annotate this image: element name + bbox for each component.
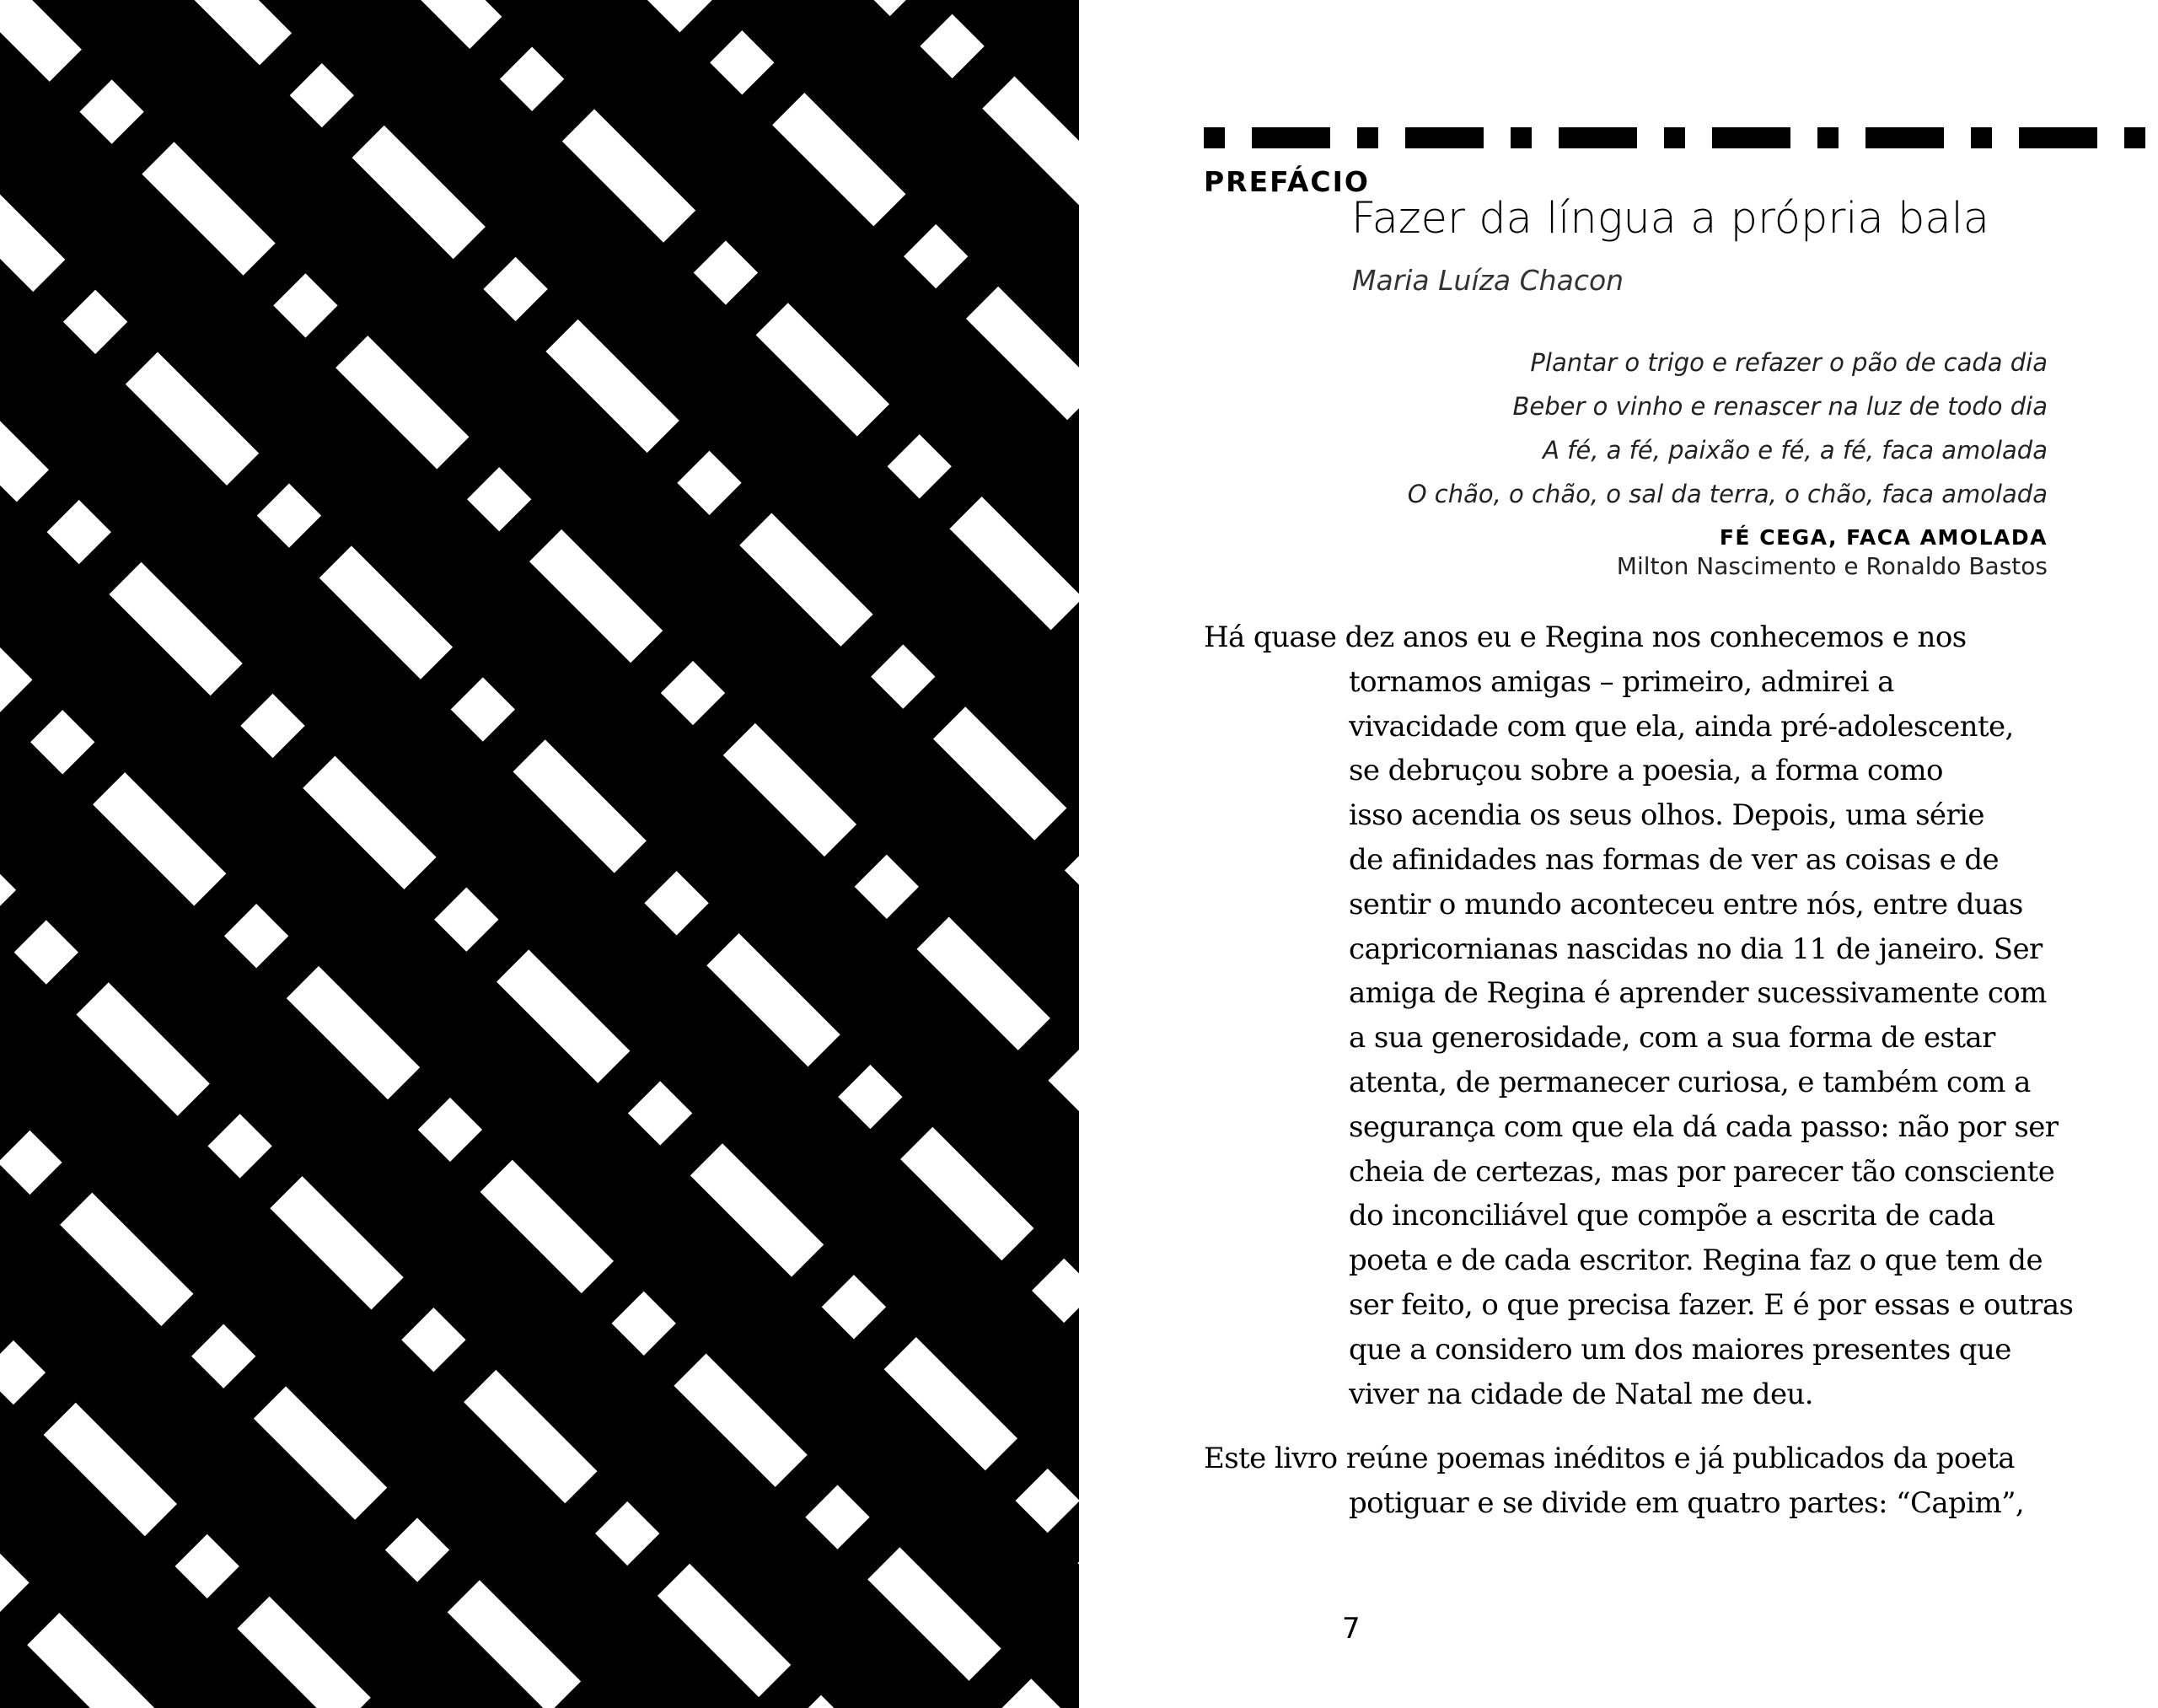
dash-rule — [1204, 127, 2158, 148]
pattern-long-dash — [690, 1143, 824, 1276]
pattern-square — [240, 694, 304, 758]
paragraph-line: Há quase dez anos eu e Regina nos conhecemos e nos — [1204, 620, 1967, 654]
pattern-long-dash — [0, 789, 16, 922]
pattern-long-dash — [27, 1613, 160, 1708]
dash-rule-segment — [1559, 127, 1637, 148]
pattern-long-dash — [674, 1354, 807, 1487]
pattern-long-dash — [789, 0, 922, 16]
pattern-square — [434, 888, 498, 952]
paragraph-line: viver na cidade de Natal me deu. — [1349, 1377, 1813, 1411]
pattern-square — [0, 1131, 62, 1195]
dash-rule-segment — [1405, 127, 1484, 148]
pattern-square — [871, 644, 935, 708]
paragraph-line: atenta, de permanecer curiosa, e também com a — [1349, 1065, 2031, 1099]
pattern-square — [694, 240, 758, 304]
paragraph-line: segurança com que ela dá cada passo: não por ser — [1349, 1109, 2059, 1144]
paragraph-line: se debruçou sobre a poesia, a forma como — [1349, 754, 1943, 788]
epigraph — [1408, 341, 2048, 582]
pattern-square — [63, 290, 127, 354]
paragraph-line: amiga de Regina é aprender sucessivamente com — [1349, 976, 2047, 1011]
pattern-long-dash — [706, 933, 840, 1066]
dash-rule-segment — [1511, 127, 1532, 148]
pattern-long-dash — [158, 0, 292, 65]
pattern-long-dash — [237, 1597, 370, 1708]
right-page — [1079, 0, 2158, 1708]
pattern-square — [1048, 1048, 1079, 1112]
pattern-square — [888, 434, 952, 498]
pattern-long-dash — [464, 1370, 597, 1503]
pattern-long-dash — [0, 0, 82, 82]
pattern-long-dash — [949, 497, 1079, 630]
pattern-long-dash — [545, 320, 679, 453]
pattern-long-dash — [739, 513, 872, 647]
paragraph-line: sentir o mundo aconteceu entre nós, entre duas — [1349, 887, 2023, 921]
pattern-long-dash — [319, 545, 453, 679]
pattern-long-dash — [254, 1386, 387, 1519]
paragraph-line: vivacidade com que ela, ainda pré-adolescente, — [1349, 709, 2014, 744]
paragraph-line: a sua generosidade, com a sua forma de estar — [1349, 1021, 1995, 1055]
pattern-square — [290, 63, 354, 127]
pattern-square — [805, 1485, 869, 1549]
dash-rule-segment — [1817, 127, 1839, 148]
epigraph-song-title: FÉ CEGA, FACA AMOLADA — [1719, 525, 2048, 550]
paragraph-line: de afinidades nas formas de ver as coisas e de — [1349, 842, 2000, 877]
paragraph-line: do inconciliável que compõe a escrita de cada — [1349, 1199, 1995, 1233]
pattern-long-dash — [93, 772, 226, 905]
dash-rule-segment — [2019, 127, 2097, 148]
pattern-square — [644, 871, 708, 935]
pattern-square — [595, 1501, 659, 1566]
pattern-square — [855, 855, 919, 919]
paragraph-line: capricornianas nascidas no dia 11 de janeiro. Ser — [1349, 932, 2043, 966]
pattern-square — [612, 1292, 676, 1356]
dash-rule-segment — [1664, 127, 1685, 148]
pattern-long-dash — [966, 287, 1079, 420]
pattern-long-dash — [480, 1160, 614, 1293]
pattern-long-dash — [562, 109, 695, 242]
epigraph-line: Plantar o trigo e refazer o pão de cada dia — [1530, 348, 2048, 377]
pattern-square — [838, 1065, 902, 1129]
pattern-square — [999, 1678, 1063, 1708]
pattern-square — [0, 1550, 30, 1614]
pattern-square — [47, 500, 111, 564]
pattern-square — [191, 1324, 255, 1388]
paragraph-line: tornamos amigas – primeiro, admirei a — [1349, 664, 1894, 699]
dash-rule-segment — [1204, 127, 1225, 148]
pattern-long-dash — [352, 126, 486, 259]
pattern-long-dash — [126, 352, 259, 486]
pattern-square — [30, 710, 94, 774]
pattern-square — [451, 677, 515, 741]
page-number: 7 — [1342, 1612, 1361, 1646]
body-paragraph — [1204, 1437, 2064, 1526]
pattern-long-dash — [723, 723, 856, 857]
pattern-long-dash — [60, 1193, 193, 1326]
pattern-square — [79, 79, 143, 143]
dash-rule-segment — [1252, 127, 1330, 148]
pattern-long-dash — [917, 917, 1050, 1050]
pattern-long-dash — [578, 0, 711, 32]
paragraph-line: isso acendia os seus olhos. Depois, uma série — [1349, 798, 1984, 833]
dash-rule-segment — [1865, 127, 1944, 148]
pattern-square — [628, 1081, 692, 1145]
pattern-square — [401, 1308, 465, 1372]
pattern-square — [789, 1695, 853, 1708]
epigraph-line: O chão, o chão, o sal da terra, o chão, faca amolada — [1407, 480, 2048, 508]
paragraph-line: cheia de certezas, mas por parecer tão consciente — [1349, 1154, 2055, 1189]
pattern-square — [257, 483, 321, 547]
pattern-square — [467, 467, 531, 531]
pattern-long-dash — [497, 949, 630, 1082]
pattern-square — [710, 30, 774, 94]
pattern-long-dash — [933, 706, 1066, 840]
pattern-square — [483, 257, 547, 321]
pattern-square — [273, 273, 337, 337]
pattern-square — [1016, 1469, 1079, 1533]
pattern-square — [385, 1517, 449, 1582]
dash-rule-segment — [2124, 127, 2145, 148]
pattern-square — [661, 661, 725, 725]
pattern-long-dash — [0, 368, 49, 502]
dash-rule-segment — [1971, 127, 1992, 148]
paragraph-line: poeta e de cada escritor. Regina faz o que tem de — [1349, 1243, 2043, 1278]
pattern-long-dash — [448, 1580, 581, 1708]
pattern-square — [920, 14, 984, 78]
pattern-long-dash — [0, 578, 32, 712]
pattern-long-dash — [867, 1547, 1001, 1680]
pattern-square — [904, 224, 968, 288]
epigraph-line: Beber o vinho e renascer na luz de todo dia — [1512, 392, 2048, 421]
pattern-long-dash — [513, 739, 647, 873]
pattern-long-dash — [336, 336, 469, 469]
pattern-long-dash — [368, 0, 502, 49]
pattern-square — [224, 904, 288, 968]
epigraph-credit: Milton Nascimento e Ronaldo Bastos — [1616, 552, 2048, 580]
paragraph-line: potiguar e se divide em quatro partes: “Capim”, — [1349, 1485, 2025, 1520]
pattern-long-dash — [77, 982, 210, 1115]
pattern-long-dash — [0, 158, 65, 292]
pattern-long-dash — [658, 1564, 791, 1697]
dash-rule-segment — [1357, 127, 1378, 148]
author-name: Maria Luíza Chacon — [1352, 264, 1624, 297]
pattern-square — [822, 1275, 886, 1339]
pattern-square — [500, 47, 564, 111]
epigraph-line: A fé, a fé, paixão e fé, a fé, faca amolada — [1543, 436, 2048, 465]
paragraph-line: ser feito, o que precisa fazer. E é por essas e outras — [1349, 1287, 2074, 1322]
pattern-long-dash — [900, 1127, 1033, 1260]
paragraph-line: Este livro reúne poemas inéditos e já publicados da poeta — [1204, 1442, 2015, 1475]
pattern-square — [175, 1534, 239, 1598]
pattern-long-dash — [44, 1403, 177, 1536]
body-paragraph — [1204, 615, 2074, 1416]
pattern-long-dash — [109, 562, 242, 696]
dash-rule-segment — [1712, 127, 1790, 148]
pattern-square — [1032, 1259, 1079, 1323]
pattern-long-dash — [303, 756, 436, 889]
section-label: PREFÁCIO — [1204, 165, 1370, 198]
pattern-square — [14, 920, 78, 984]
pattern-square — [1065, 838, 1079, 902]
paragraph-line: que a considero um dos maiores presentes que — [1349, 1332, 2011, 1367]
pattern-square — [0, 1340, 46, 1405]
pattern-square — [418, 1098, 482, 1162]
chapter-title: Fazer da língua a própria bala — [1351, 194, 1990, 244]
pattern-long-dash — [287, 966, 420, 1099]
pattern-long-dash — [142, 142, 275, 275]
pattern-long-dash — [982, 77, 1079, 210]
pattern-long-dash — [756, 303, 889, 436]
pattern-long-dash — [772, 93, 905, 226]
pattern-long-dash — [529, 529, 663, 663]
pattern-long-dash — [270, 1176, 403, 1309]
pattern-long-dash — [884, 1337, 1017, 1470]
pattern-square — [207, 1114, 271, 1178]
pattern-square — [677, 451, 741, 515]
